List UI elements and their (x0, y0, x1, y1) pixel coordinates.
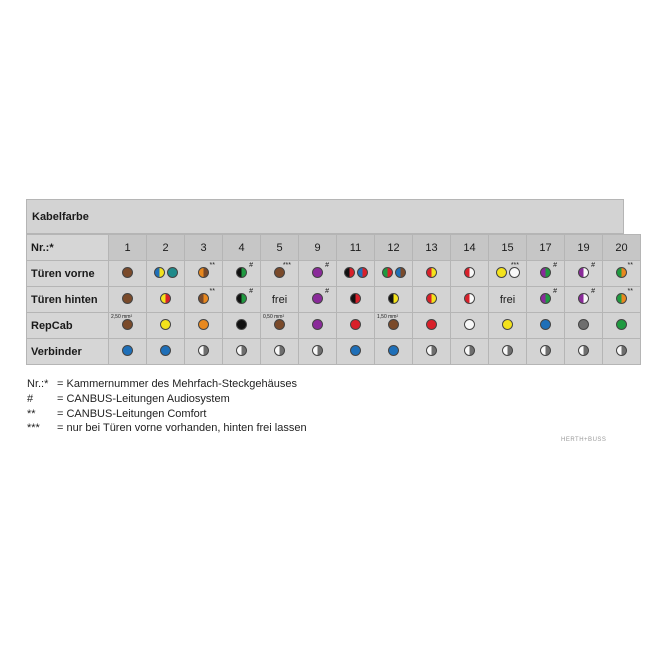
table-cell (261, 339, 299, 365)
color-dot (616, 345, 627, 356)
cell-content (388, 319, 399, 330)
color-dot (312, 293, 323, 304)
color-dot (426, 267, 437, 278)
cell-content (198, 319, 209, 330)
legend-symbol: ** (27, 407, 36, 420)
legend-row (27, 377, 307, 392)
cell-content (122, 293, 133, 304)
wire-gauge: 1,50 mm² (377, 314, 399, 320)
footnote-mark: ** (209, 262, 215, 269)
color-dot (198, 267, 209, 278)
footnote-mark: # (325, 262, 329, 269)
color-dot (616, 267, 627, 278)
column-number: 13 (413, 235, 451, 261)
header-label: Nr.:* (27, 235, 109, 261)
row-label: Verbinder (27, 339, 109, 365)
color-dot (616, 293, 627, 304)
table-cell (603, 287, 641, 313)
color-dot (616, 319, 627, 330)
cell-content (122, 319, 133, 330)
footnote-mark: ** (627, 288, 633, 295)
table-cell (565, 287, 603, 313)
row-label: Türen vorne (27, 261, 109, 287)
table-cell (223, 313, 261, 339)
table-cell (223, 287, 261, 313)
footnote-mark: # (249, 262, 253, 269)
color-dot (198, 293, 209, 304)
table-cell (375, 287, 413, 313)
table-cell (147, 287, 185, 313)
table-cell (489, 261, 527, 287)
color-dot (122, 267, 133, 278)
table-cell (147, 339, 185, 365)
color-dot (496, 267, 507, 278)
column-number: 15 (489, 235, 527, 261)
legend-text: = CANBUS-Leitungen Audiosystem (57, 392, 230, 405)
footnote-mark: # (325, 288, 329, 295)
color-dot (464, 345, 475, 356)
table-cell (223, 261, 261, 287)
footnote-mark: # (249, 288, 253, 295)
color-dot (426, 345, 437, 356)
cell-content (464, 293, 475, 304)
table-cell (451, 313, 489, 339)
table-cell (223, 339, 261, 365)
table-cell (489, 339, 527, 365)
cell-content (464, 267, 475, 278)
table-cell (375, 313, 413, 339)
table-cell (147, 261, 185, 287)
table-cell (109, 313, 147, 339)
footnote-mark: # (591, 288, 595, 295)
column-number: 12 (375, 235, 413, 261)
cell-content (274, 319, 285, 330)
footnote-mark: # (591, 262, 595, 269)
color-dot (274, 319, 285, 330)
cell-content (236, 319, 247, 330)
table-cell (489, 287, 527, 313)
table-title: Kabelfarbe (26, 199, 624, 234)
cell-content (616, 267, 627, 278)
color-dot (350, 345, 361, 356)
color-dot (540, 267, 551, 278)
wire-gauge: 2,50 mm² (111, 314, 133, 320)
color-dot (540, 345, 551, 356)
table-cell (565, 313, 603, 339)
legend-row (27, 407, 307, 422)
color-dot (357, 267, 368, 278)
color-dot (388, 293, 399, 304)
legend-row (27, 392, 307, 407)
color-grid (26, 234, 641, 365)
table-cell (451, 287, 489, 313)
table-cell (109, 287, 147, 313)
footnote-mark: # (553, 262, 557, 269)
column-number: 9 (299, 235, 337, 261)
color-dot (502, 345, 513, 356)
color-dot (154, 267, 165, 278)
cell-content (312, 293, 323, 304)
cell-content (122, 267, 133, 278)
column-number: 1 (109, 235, 147, 261)
table-cell (109, 261, 147, 287)
table-row (27, 339, 641, 365)
color-dot (426, 293, 437, 304)
color-dot (350, 319, 361, 330)
legend (27, 377, 307, 436)
table-cell (413, 261, 451, 287)
free-label: frei (499, 293, 516, 306)
cell-content (312, 267, 323, 278)
column-number: 4 (223, 235, 261, 261)
color-dot (388, 345, 399, 356)
color-dot (578, 345, 589, 356)
cell-content (198, 267, 209, 278)
color-dot (578, 293, 589, 304)
cell-content (198, 293, 209, 304)
table-cell (527, 287, 565, 313)
column-number: 14 (451, 235, 489, 261)
cell-content (274, 345, 285, 356)
table-cell (185, 339, 223, 365)
cell-content (388, 293, 399, 304)
cell-content (122, 345, 133, 356)
cell-content (578, 267, 589, 278)
cell-content (502, 345, 513, 356)
color-dot (464, 319, 475, 330)
footnote-mark: # (553, 288, 557, 295)
column-number: 17 (527, 235, 565, 261)
table-cell (451, 261, 489, 287)
color-dot (122, 319, 133, 330)
cell-content (540, 293, 551, 304)
cell-content (502, 319, 513, 330)
color-dot (312, 267, 323, 278)
table-cell (185, 313, 223, 339)
color-dot (198, 345, 209, 356)
table-cell (261, 261, 299, 287)
brand-logo: HERTH+BUSS (561, 437, 607, 443)
color-dot (160, 319, 171, 330)
color-dot (312, 345, 323, 356)
table-cell (337, 313, 375, 339)
cell-content (160, 319, 171, 330)
footnote-mark: ** (627, 262, 633, 269)
legend-text: = nur bei Türen vorne vorhanden, hinten frei lassen (57, 422, 307, 435)
header-row (27, 235, 641, 261)
table-cell (185, 287, 223, 313)
cell-content (388, 345, 399, 356)
cell-content (578, 293, 589, 304)
cell-content (616, 345, 627, 356)
color-dot (540, 293, 551, 304)
table-cell (527, 339, 565, 365)
cell-content (236, 267, 247, 278)
table-cell (185, 261, 223, 287)
cell-content (350, 345, 361, 356)
table-cell (565, 339, 603, 365)
legend-text: = Kammernummer des Mehrfach-Steckgehäuses (57, 378, 297, 390)
cell-content (426, 319, 437, 330)
cell-content (350, 319, 361, 330)
table-row (27, 313, 641, 339)
table-cell (527, 261, 565, 287)
cell-content (540, 267, 551, 278)
color-dot (312, 319, 323, 330)
table-cell (527, 313, 565, 339)
color-dot (388, 319, 399, 330)
color-dot (426, 319, 437, 330)
column-number: 20 (603, 235, 641, 261)
color-dot (502, 319, 513, 330)
footnote-mark: ** (209, 288, 215, 295)
color-dot (578, 319, 589, 330)
row-label: RepCab (27, 313, 109, 339)
cell-content (272, 294, 287, 306)
table-cell (337, 287, 375, 313)
table-cell (603, 339, 641, 365)
color-dot (167, 267, 178, 278)
table-cell (413, 339, 451, 365)
cell-content (578, 319, 589, 330)
legend-row (27, 421, 307, 436)
cell-content (426, 293, 437, 304)
cell-content (616, 319, 627, 330)
cell-content (616, 293, 627, 304)
row-label: Türen hinten (27, 287, 109, 313)
footnote-mark: *** (510, 262, 519, 269)
legend-symbol: # (27, 392, 34, 405)
cell-content (312, 319, 323, 330)
cell-content (578, 345, 589, 356)
legend-text: = CANBUS-Leitungen Comfort (57, 407, 207, 420)
table-cell (109, 339, 147, 365)
color-dot (160, 293, 171, 304)
color-dot (236, 345, 247, 356)
color-dot (236, 319, 247, 330)
legend-symbol: Nr.:* (27, 378, 49, 390)
table-cell (147, 313, 185, 339)
cell-content (464, 319, 475, 330)
cell-content (160, 345, 171, 356)
color-dot (464, 267, 475, 278)
table-row (27, 287, 641, 313)
cell-content (154, 267, 178, 278)
column-number: 11 (337, 235, 375, 261)
color-dot (122, 345, 133, 356)
table-cell (261, 287, 299, 313)
table-cell (299, 261, 337, 287)
table-cell (451, 339, 489, 365)
color-dot (350, 293, 361, 304)
color-dot (540, 319, 551, 330)
color-dot (236, 267, 247, 278)
legend-symbol: *** (27, 422, 40, 435)
cell-content (540, 319, 551, 330)
table-cell (489, 313, 527, 339)
cell-content (236, 345, 247, 356)
table-cell (565, 261, 603, 287)
color-dot (382, 267, 393, 278)
table-cell (375, 339, 413, 365)
color-dot (198, 319, 209, 330)
free-label: frei (271, 293, 288, 306)
color-dot (274, 345, 285, 356)
column-number: 19 (565, 235, 603, 261)
footnote-mark: *** (282, 262, 291, 269)
table-cell (413, 313, 451, 339)
table-cell (603, 313, 641, 339)
cell-content (198, 345, 209, 356)
color-dot (395, 267, 406, 278)
table-cell (299, 287, 337, 313)
color-dot (236, 293, 247, 304)
cell-content (312, 345, 323, 356)
cell-content (464, 345, 475, 356)
color-dot (160, 345, 171, 356)
table-cell (299, 313, 337, 339)
cell-content (344, 267, 368, 278)
cell-content (426, 267, 437, 278)
table-cell (299, 339, 337, 365)
cable-color-table (26, 199, 633, 365)
cell-content (350, 293, 361, 304)
cell-content (500, 294, 515, 306)
color-dot (578, 267, 589, 278)
table-cell (375, 261, 413, 287)
column-number: 5 (261, 235, 299, 261)
cell-content (540, 345, 551, 356)
column-number: 3 (185, 235, 223, 261)
color-dot (464, 293, 475, 304)
cell-content (382, 267, 406, 278)
table-cell (337, 261, 375, 287)
cell-content (426, 345, 437, 356)
table-cell (261, 313, 299, 339)
cell-content (160, 293, 171, 304)
table-cell (413, 287, 451, 313)
wire-gauge: 0,50 mm² (263, 314, 285, 320)
column-number: 2 (147, 235, 185, 261)
table-row (27, 261, 641, 287)
color-dot (122, 293, 133, 304)
table-cell (337, 339, 375, 365)
color-dot (344, 267, 355, 278)
table-cell (603, 261, 641, 287)
cell-content (236, 293, 247, 304)
